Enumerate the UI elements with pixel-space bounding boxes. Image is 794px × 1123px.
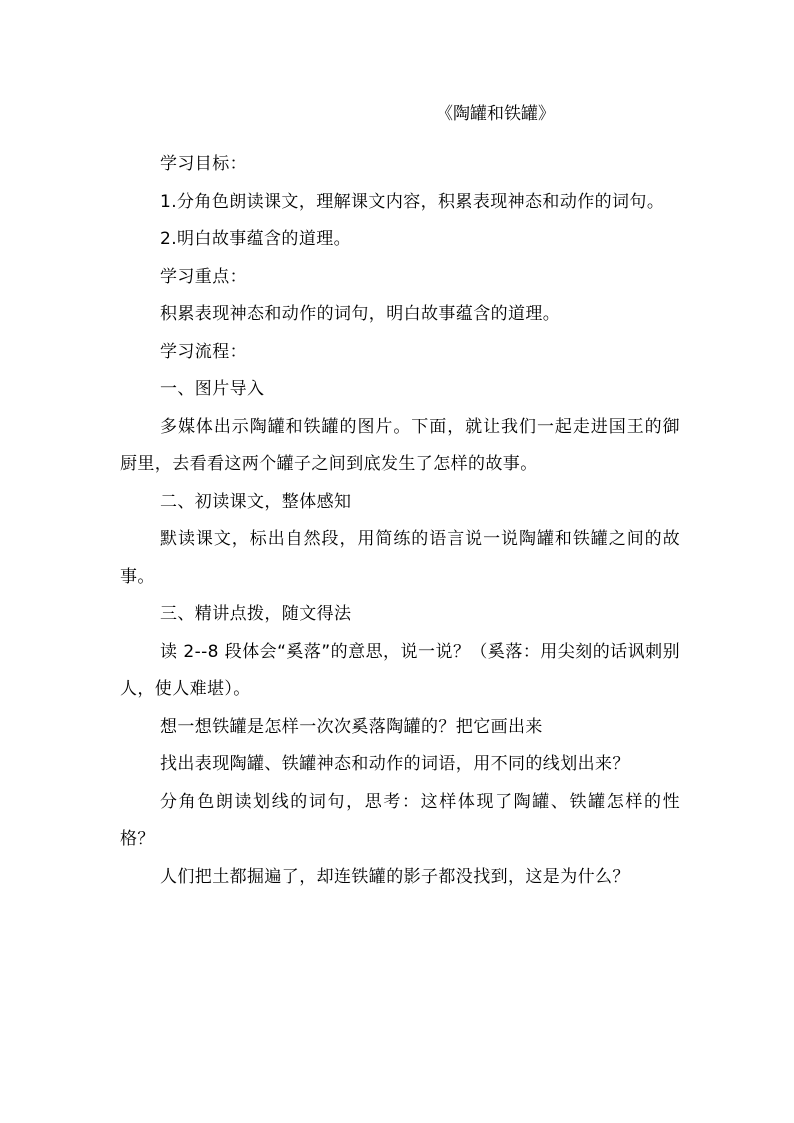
section-heading-process: 学习流程： <box>160 341 247 362</box>
step-1-text: 多媒体出示陶罐和铁罐的图片。下面，就让我们一起走进国王的御厨里，去看看这两个罐子之间到底发生了怎样的故事。 <box>120 416 680 474</box>
step-3-heading: 三、精讲点拨，随文得法 <box>160 604 352 624</box>
section-heading-learning-goals: 学习目标： <box>160 154 247 174</box>
step-1-heading: 一、图片导入 <box>160 379 265 399</box>
key-points-text: 积累表现神态和动作的词句，明白故事蕴含的道理。 <box>160 304 561 324</box>
step-2-heading: 二、初读课文，整体感知 <box>160 491 352 512</box>
step-2-text: 默读课文，标出自然段，用简练的语言说一说陶罐和铁罐之间的故事。 <box>120 529 680 587</box>
step-3-question-2: 想一想铁罐是怎样一次次奚落陶罐的？把它画出来 <box>160 716 543 737</box>
document-body <box>120 146 680 896</box>
step-3-question-1: 读 2--8 段体会“奚落”的意思，说一说？（奚落：用尖刻的话讽刺别人，使人难堪）。 <box>120 641 680 699</box>
learning-goal-2: 2.明白故事蕴含的道理。 <box>160 229 352 249</box>
document-title: 《陶罐和铁罐》 <box>436 104 555 124</box>
section-heading-key-points: 学习重点： <box>160 266 247 287</box>
step-3-question-4: 分角色朗读划线的词句，思考：这样体现了陶罐、铁罐怎样的性格？ <box>120 791 680 849</box>
step-3-question-5: 人们把土都掘遍了，却连铁罐的影子都没找到，这是为什么？ <box>160 866 630 887</box>
step-3-question-3: 找出表现陶罐、铁罐神态和动作的词语，用不同的线划出来？ <box>160 754 630 774</box>
learning-goal-1: 1.分角色朗读课文，理解课文内容，积累表现神态和动作的词句。 <box>160 191 665 212</box>
